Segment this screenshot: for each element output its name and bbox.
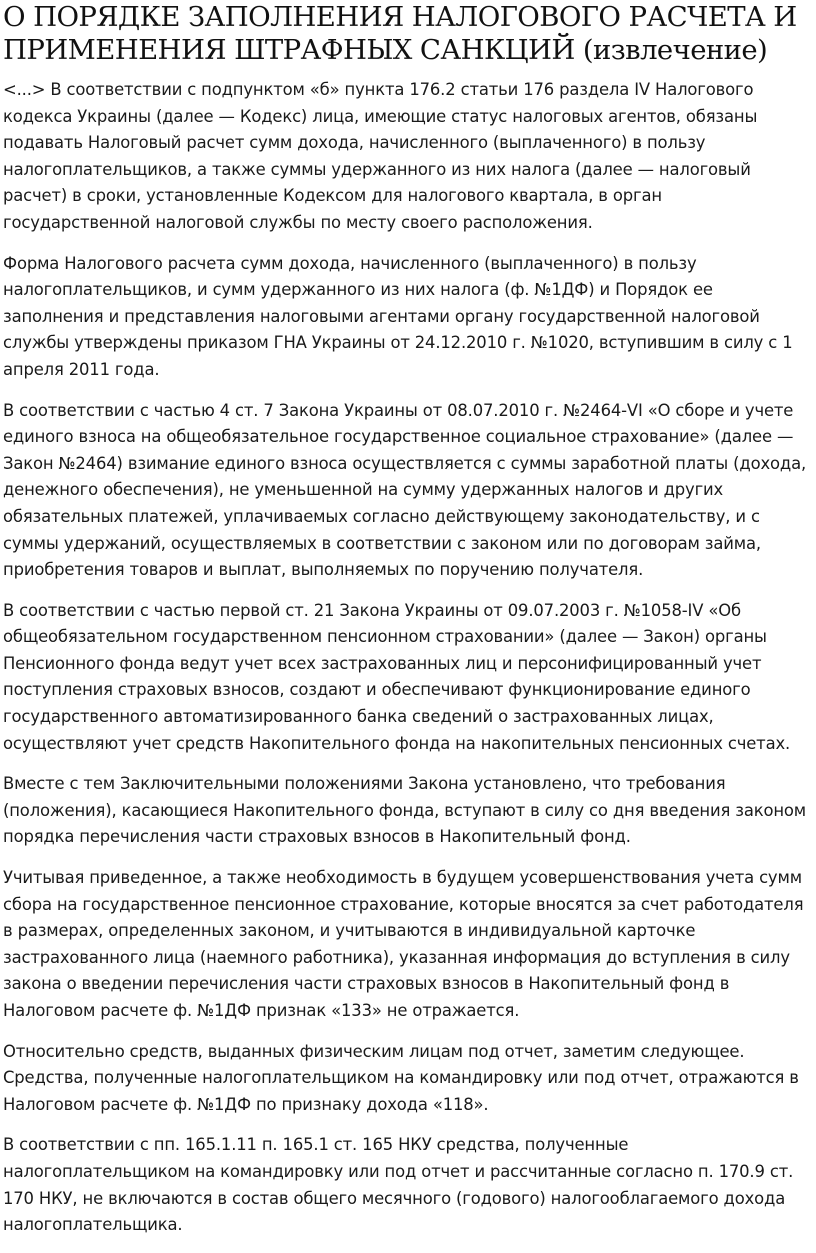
- paragraph-6: Учитывая приведенное, а также необходимость в будущем усовершенствования учета сумм сбора на государственное пенсионное страхование, которые вносятся за счет работодателя в размерах, определенных законом, и учитываются в индивидуальной карточке застрахованного лица (наемного работника), указанная информация до вступления в силу закона о введении перечисления части страховых взносов в Накопительный фонд в Налоговом расчете ф. №1ДФ признак «133» не отражается.: [3, 868, 804, 1020]
- paragraph-5: Вместе с тем Заключительными положениями Закона установлено, что требования (положения), касающиеся Накопительного фонда, вступают в силу со дня введения законом порядка перечисления части страховых взносов в Накопительный фонд.: [3, 774, 807, 847]
- paragraph-4: В соответствии с частью первой ст. 21 Закона Украины от 09.07.2003 г. №1058-IV «Об общеобязательном государственном пенсионном страховании» (далее — Закон) органы Пенсионного фонда ведут учет всех застрахованных лиц и персонифицированный учет поступления страховых взносов, создают и обеспечивают функционирование единого государственного автоматизированного банка сведений о застрахованных лицах, осуществляют учет средств Накопительного фонда на накопительных пенсионных счетах.: [3, 600, 791, 753]
- paragraph-1: <...> В соответствии с подпунктом «б» пункта 176.2 статьи 176 раздела IV Налогового кодекса Украины (далее — Кодекс) лица, имеющие статус налоговых агентов, обязаны подавать Налоговый расчет сумм дохода, начисленного (выплаченного) в пользу налогоплательщиков, а также суммы удержанного из них налога (далее — налоговый расчет) в сроки, установленные Кодексом для налогового квартала, в орган государственной налоговой службы по месту своего расположения.: [3, 80, 758, 232]
- paragraph-7: Относительно средств, выданных физическим лицам под отчет, заметим следующее. Средства, полученные налогоплательщиком на командировку или под отчет, отражаются в Налоговом расчете ф. №1ДФ по признаку дохода «118».: [3, 1041, 799, 1114]
- document-title: О ПОРЯДКЕ ЗАПОЛНЕНИЯ НАЛОГОВОГО РАСЧЕТА И ПРИМЕНЕНИЯ ШТРАФНЫХ САНКЦИЙ (извлечение): [3, 1, 797, 66]
- paragraph-3: В соответствии с частью 4 ст. 7 Закона Украины от 08.07.2010 г. №2464-VI «О сборе и учете единого взноса на общеобязательное государственное социальное страхование» (далее — Закон №2464) взимание единого взноса осуществляется с суммы заработной платы (дохода, денежного обеспечения), не уменьшенной на сумму удержанных налогов и других обязательных платежей, уплачиваемых согласно действующему законодательству, и с суммы удержаний, осуществляемых в соответствии с законом или по договорам займа, приобретения товаров и выплат, выполняемых по поручению получателя.: [3, 400, 807, 580]
- paragraph-2: Форма Налогового расчета сумм дохода, начисленного (выплаченного) в пользу налогоплательщиков, и сумм удержанного из них налога (ф. №1ДФ) и Порядок ее заполнения и представления налоговыми агентами органу государственной налоговой службы утверждены приказом ГНА Украины от 24.12.2010 г. №1020, вступившим в силу с 1 апреля 2011 года.: [3, 253, 793, 379]
- paragraph-8: В соответствии с пп. 165.1.11 п. 165.1 ст. 165 НКУ средства, полученные налогоплательщиком на командировку или под отчет и рассчитанные согласно п. 170.9 ст. 170 НКУ, не включаются в состав общего месячного (годового) налогооблагаемого дохода налогоплательщика.: [3, 1135, 794, 1235]
